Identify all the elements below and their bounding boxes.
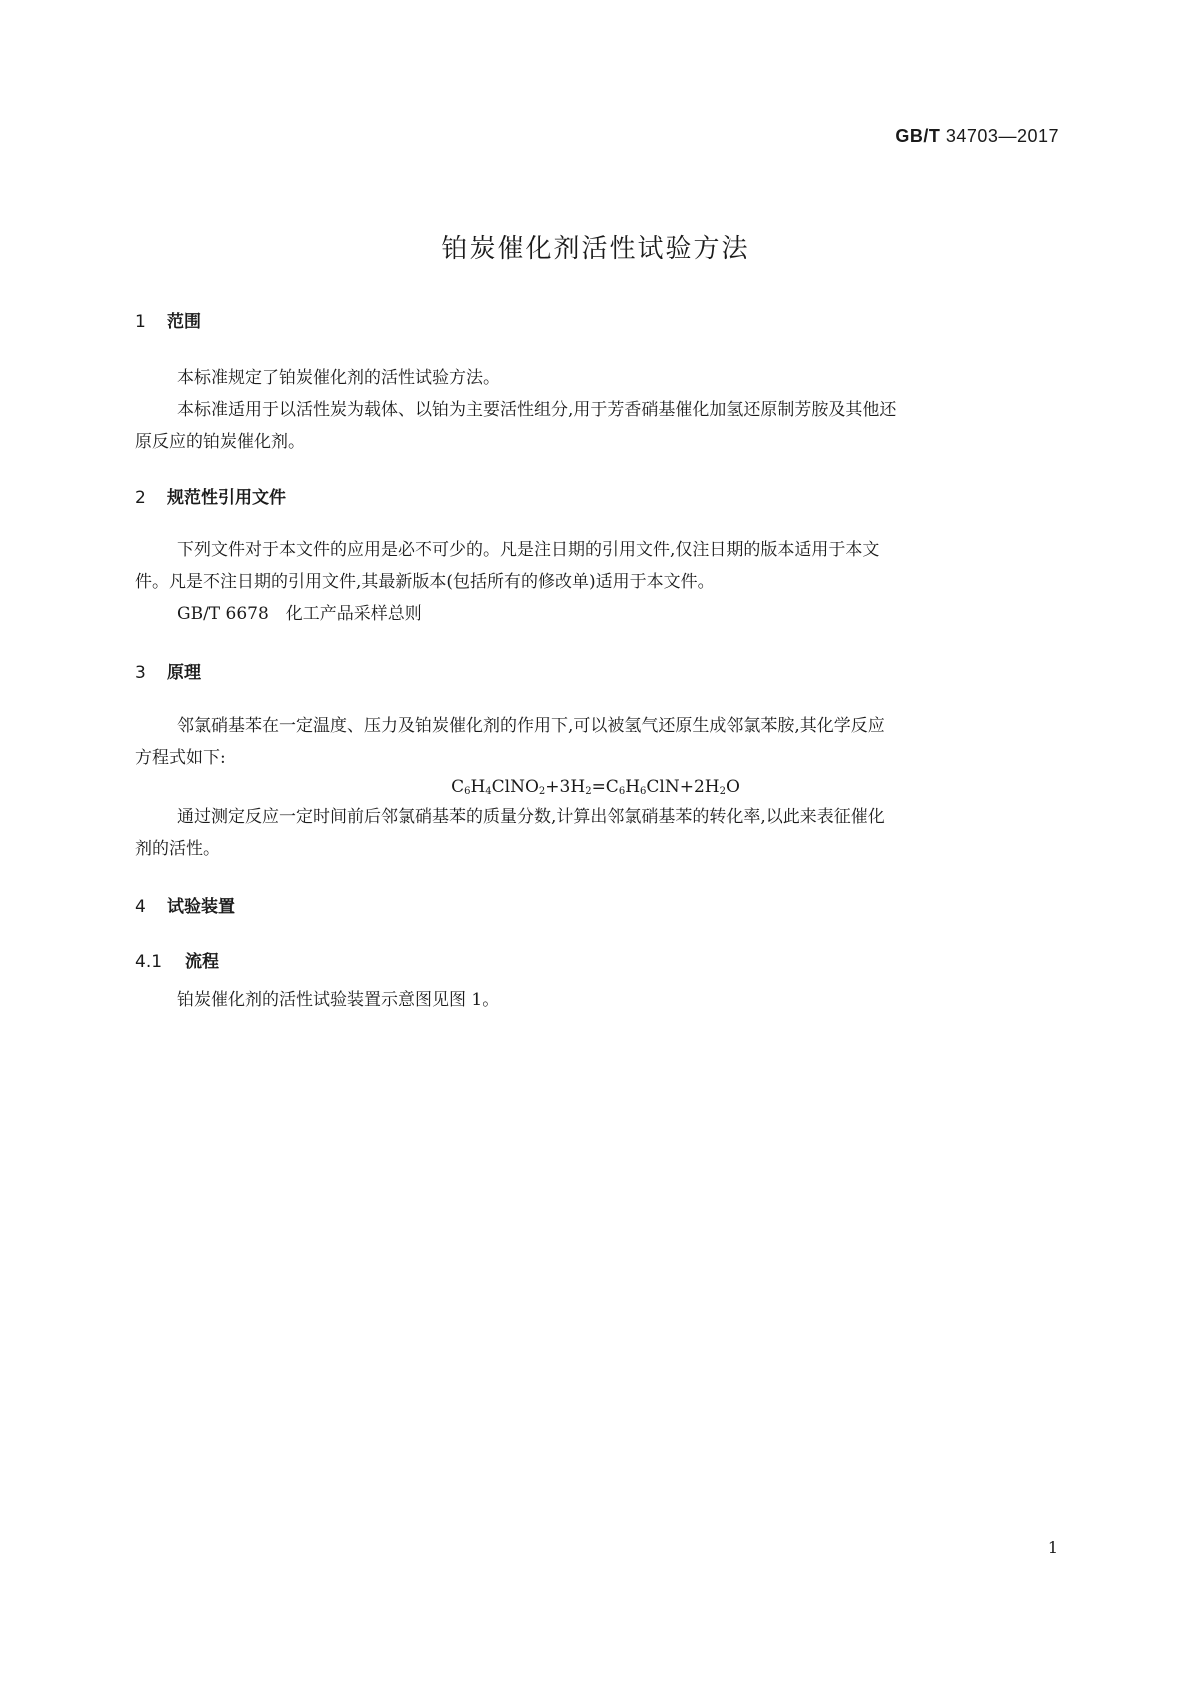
- section-3-body-before: [135, 710, 1055, 774]
- text-line: 下列文件对于本文件的应用是必不可少的。凡是注日期的引用文件,仅注日期的版本适用于本文: [177, 540, 880, 560]
- section-2-body: [135, 534, 1055, 630]
- text-line: 本标准适用于以活性炭为载体、以铂为主要活性组分,用于芳香硝基催化加氢还原制芳胺及其他还: [177, 400, 897, 420]
- section-number: 1: [135, 312, 146, 332]
- subsection-4-1-heading: [135, 947, 219, 972]
- text-line: 铂炭催化剂的活性试验装置示意图见图 1。: [177, 990, 500, 1010]
- section-1-heading: [135, 307, 201, 332]
- section-3-heading: [135, 658, 201, 683]
- text-line: 剂的活性。: [135, 839, 220, 859]
- subsection-number: 4.1: [135, 952, 163, 972]
- section-title: 原理: [167, 663, 201, 683]
- text-line: 通过测定反应一定时间前后邻氯硝基苯的质量分数,计算出邻氯硝基苯的转化率,以此来表征催化: [177, 807, 885, 827]
- text-line: 件。凡是不注日期的引用文件,其最新版本(包括所有的修改单)适用于本文件。: [135, 572, 715, 592]
- section-4-heading: [135, 892, 235, 917]
- standard-code-number: 34703—2017: [945, 126, 1059, 146]
- text-line: 本标准规定了铂炭催化剂的活性试验方法。: [177, 368, 500, 388]
- section-2-heading: [135, 483, 286, 508]
- section-number: 2: [135, 488, 146, 508]
- text-line: 原反应的铂炭催化剂。: [135, 432, 305, 452]
- section-number: 4: [135, 897, 146, 917]
- page-number: 1: [1047, 1538, 1058, 1557]
- text-line: 邻氯硝基苯在一定温度、压力及铂炭催化剂的作用下,可以被氢气还原生成邻氯苯胺,其化学反应: [177, 716, 885, 736]
- subsection-4-1-body: [135, 984, 1055, 1016]
- section-number: 3: [135, 663, 146, 683]
- text-line: 方程式如下:: [135, 748, 226, 768]
- section-title: 规范性引用文件: [167, 488, 286, 508]
- standard-code-prefix: GB/T: [895, 126, 941, 146]
- reference-item: GB/T 6678 化工产品采样总则: [177, 604, 422, 624]
- standard-code: [895, 126, 1059, 147]
- section-1-body: [135, 362, 1055, 458]
- document-title: 铂炭催化剂活性试验方法: [441, 234, 750, 264]
- section-title: 范围: [167, 312, 201, 332]
- section-title: 试验装置: [167, 897, 235, 917]
- subsection-title: 流程: [185, 952, 219, 972]
- section-3-body-after: [135, 801, 1055, 865]
- chemical-equation: $C_6H_4ClNO_2+3H_2=C_6H_6ClN+2H_2O$: [451, 777, 740, 797]
